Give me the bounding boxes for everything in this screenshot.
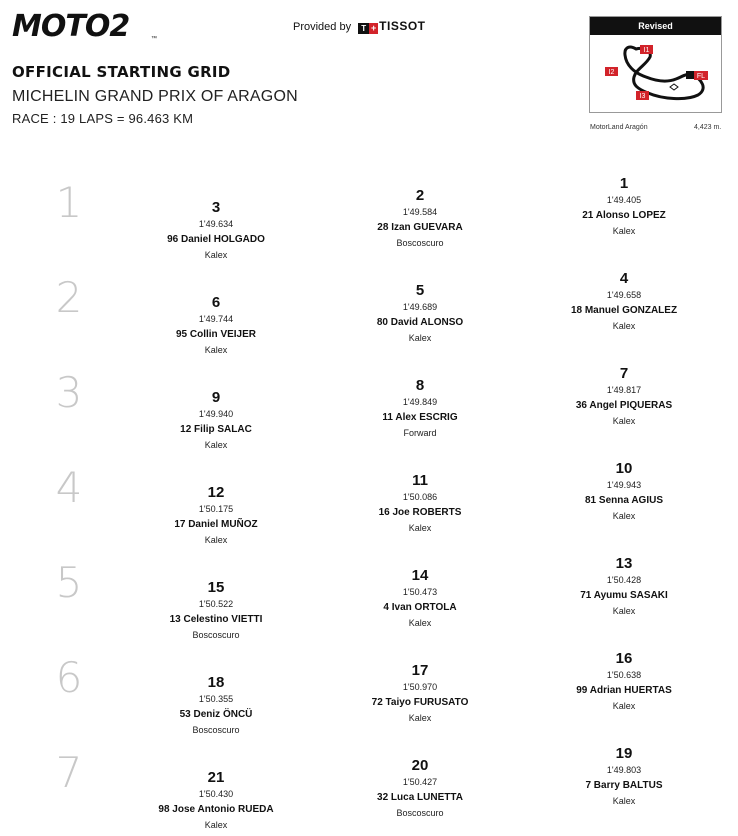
grid-slot bbox=[335, 187, 505, 249]
grid-slot bbox=[539, 365, 709, 427]
svg-text:I1: I1 bbox=[643, 47, 650, 54]
grid-slot bbox=[335, 757, 505, 819]
track-length: 4,423 m. bbox=[694, 124, 722, 131]
tissot-plus-icon: + bbox=[371, 23, 377, 33]
grid-position: 18 bbox=[207, 674, 225, 691]
row-number: 5 bbox=[55, 558, 83, 607]
svg-text:I3: I3 bbox=[639, 93, 646, 100]
logo-trademark: ™ bbox=[151, 36, 157, 42]
rider-name: 98 Jose Antonio RUEDA bbox=[158, 804, 274, 815]
team-name: Kalex bbox=[612, 416, 636, 426]
rider-name: 18 Manuel GONZALEZ bbox=[570, 305, 678, 316]
grid-slot bbox=[131, 199, 301, 261]
row-number: 3 bbox=[55, 368, 83, 417]
track-name: MotorLand Aragón bbox=[590, 124, 648, 131]
grid-slot bbox=[539, 460, 709, 522]
grid-slot bbox=[131, 769, 301, 831]
team-name: Kalex bbox=[408, 333, 432, 343]
team-name: Kalex bbox=[612, 796, 636, 806]
rider-name: 17 Daniel MUÑOZ bbox=[174, 519, 258, 530]
rider-name: 36 Angel PIQUERAS bbox=[575, 400, 673, 411]
lap-time: 1'49.943 bbox=[606, 480, 642, 490]
team-name: Boscoscuro bbox=[396, 808, 444, 818]
grid-position: 17 bbox=[411, 662, 429, 679]
team-name: Boscoscuro bbox=[192, 725, 240, 735]
grid-position: 21 bbox=[207, 769, 225, 786]
lap-time: 1'50.427 bbox=[402, 777, 438, 787]
lap-time: 1'50.428 bbox=[606, 575, 642, 585]
sponsor-line bbox=[293, 19, 426, 34]
team-name: Kalex bbox=[612, 511, 636, 521]
lap-time: 1'50.086 bbox=[402, 492, 438, 502]
rider-name: 7 Barry BALTUS bbox=[585, 780, 663, 791]
lap-time: 1'50.970 bbox=[402, 682, 438, 692]
lap-time: 1'49.689 bbox=[402, 302, 438, 312]
grid-position: 19 bbox=[615, 745, 633, 762]
rider-name: 13 Celestino VIETTI bbox=[169, 614, 263, 625]
lap-time: 1'50.355 bbox=[198, 694, 234, 704]
grid-position: 20 bbox=[411, 757, 429, 774]
tissot-t-icon: T bbox=[358, 23, 369, 34]
grid-position: 14 bbox=[411, 567, 429, 584]
lap-time: 1'50.473 bbox=[402, 587, 438, 597]
rider-name: 81 Senna AGIUS bbox=[585, 495, 663, 506]
lap-time: 1'49.803 bbox=[606, 765, 642, 775]
svg-text:I2: I2 bbox=[608, 69, 615, 76]
grid-slot bbox=[131, 579, 301, 641]
lap-time: 1'50.175 bbox=[198, 504, 234, 514]
team-name: Kalex bbox=[204, 345, 228, 355]
svg-text:FL: FL bbox=[696, 73, 706, 80]
grid-position: 15 bbox=[207, 579, 225, 596]
lap-time: 1'50.430 bbox=[198, 789, 234, 799]
grid-position: 4 bbox=[619, 270, 629, 287]
grid-position: 2 bbox=[415, 187, 425, 204]
team-name: Kalex bbox=[612, 606, 636, 616]
rider-name: 80 David ALONSO bbox=[376, 317, 464, 328]
lap-time: 1'49.658 bbox=[606, 290, 642, 300]
team-name: Boscoscuro bbox=[192, 630, 240, 640]
grid-slot bbox=[539, 555, 709, 617]
page-title: OFFICIAL STARTING GRID bbox=[12, 63, 231, 81]
rider-name: 53 Deniz ÖNCÜ bbox=[179, 709, 253, 720]
row-number: 6 bbox=[55, 653, 83, 702]
grid-position: 16 bbox=[615, 650, 633, 667]
grid-position: 3 bbox=[211, 199, 221, 216]
grid-slot bbox=[131, 294, 301, 356]
grid-position: 5 bbox=[415, 282, 425, 299]
lap-time: 1'49.634 bbox=[198, 219, 234, 229]
grid-slot bbox=[335, 472, 505, 534]
grid-position: 12 bbox=[207, 484, 225, 501]
grid-slot bbox=[539, 650, 709, 712]
row-number: 2 bbox=[55, 273, 83, 322]
moto2-logo: MOTO2 bbox=[12, 9, 130, 44]
grid-position: 1 bbox=[619, 175, 629, 192]
team-name: Kalex bbox=[204, 250, 228, 260]
grid-slot bbox=[539, 745, 709, 807]
rider-name: 71 Ayumu SASAKI bbox=[580, 590, 668, 601]
rider-name: 4 Ivan ORTOLA bbox=[383, 602, 457, 613]
lap-time: 1'49.744 bbox=[198, 314, 234, 324]
race-info: RACE : 19 LAPS = 96.463 KM bbox=[12, 111, 194, 126]
rider-name: 12 Filip SALAC bbox=[180, 424, 252, 435]
team-name: Kalex bbox=[612, 226, 636, 236]
grid-position: 6 bbox=[211, 294, 221, 311]
grid-position: 9 bbox=[211, 389, 221, 406]
rider-name: 95 Collin VEIJER bbox=[175, 329, 257, 340]
grid-position: 7 bbox=[619, 365, 629, 382]
lap-time: 1'49.817 bbox=[606, 385, 642, 395]
lap-time: 1'49.405 bbox=[606, 195, 642, 205]
sponsor-name: TISSOT bbox=[379, 19, 426, 33]
rider-name: 96 Daniel HOLGADO bbox=[167, 234, 265, 245]
team-name: Kalex bbox=[204, 440, 228, 450]
row-number: 4 bbox=[55, 463, 83, 512]
team-name: Kalex bbox=[408, 523, 432, 533]
lap-time: 1'49.940 bbox=[198, 409, 234, 419]
rider-name: 72 Taiyo FURUSATO bbox=[371, 697, 469, 708]
grid-slot bbox=[131, 484, 301, 546]
grid-slot bbox=[335, 662, 505, 724]
team-name: Kalex bbox=[204, 820, 228, 830]
event-name: MICHELIN GRAND PRIX OF ARAGON bbox=[12, 88, 298, 105]
revised-banner: Revised bbox=[590, 17, 721, 35]
team-name: Kalex bbox=[204, 535, 228, 545]
grid-slot bbox=[131, 389, 301, 451]
rider-name: 16 Joe ROBERTS bbox=[378, 507, 462, 518]
grid-position: 11 bbox=[412, 472, 428, 489]
grid-position: 8 bbox=[415, 377, 425, 394]
grid-slot bbox=[335, 282, 505, 344]
grid-slot bbox=[539, 175, 709, 237]
team-name: Kalex bbox=[408, 618, 432, 628]
grid-slot bbox=[131, 674, 301, 736]
rider-name: 21 Alonso LOPEZ bbox=[582, 210, 666, 221]
grid-position: 13 bbox=[615, 555, 633, 572]
grid-position: 10 bbox=[615, 460, 633, 477]
track-map bbox=[589, 16, 722, 113]
team-name: Forward bbox=[403, 428, 437, 438]
team-name: Kalex bbox=[408, 713, 432, 723]
lap-time: 1'50.522 bbox=[198, 599, 234, 609]
rider-name: 99 Adrian HUERTAS bbox=[576, 685, 672, 696]
lap-time: 1'50.638 bbox=[606, 670, 642, 680]
grid-slot bbox=[335, 377, 505, 439]
row-number: 1 bbox=[55, 178, 83, 227]
team-name: Kalex bbox=[612, 701, 636, 711]
track-outline-icon bbox=[590, 35, 721, 112]
rider-name: 32 Luca LUNETTA bbox=[377, 792, 463, 803]
team-name: Kalex bbox=[612, 321, 636, 331]
grid-slot bbox=[539, 270, 709, 332]
row-number: 7 bbox=[55, 748, 83, 797]
team-name: Boscoscuro bbox=[396, 238, 444, 248]
grid-slot bbox=[335, 567, 505, 629]
provided-by-label: Provided by bbox=[293, 21, 352, 33]
rider-name: 28 Izan GUEVARA bbox=[377, 222, 463, 233]
lap-time: 1'49.849 bbox=[402, 397, 438, 407]
rider-name: 11 Alex ESCRIG bbox=[382, 412, 458, 423]
lap-time: 1'49.584 bbox=[402, 207, 438, 217]
